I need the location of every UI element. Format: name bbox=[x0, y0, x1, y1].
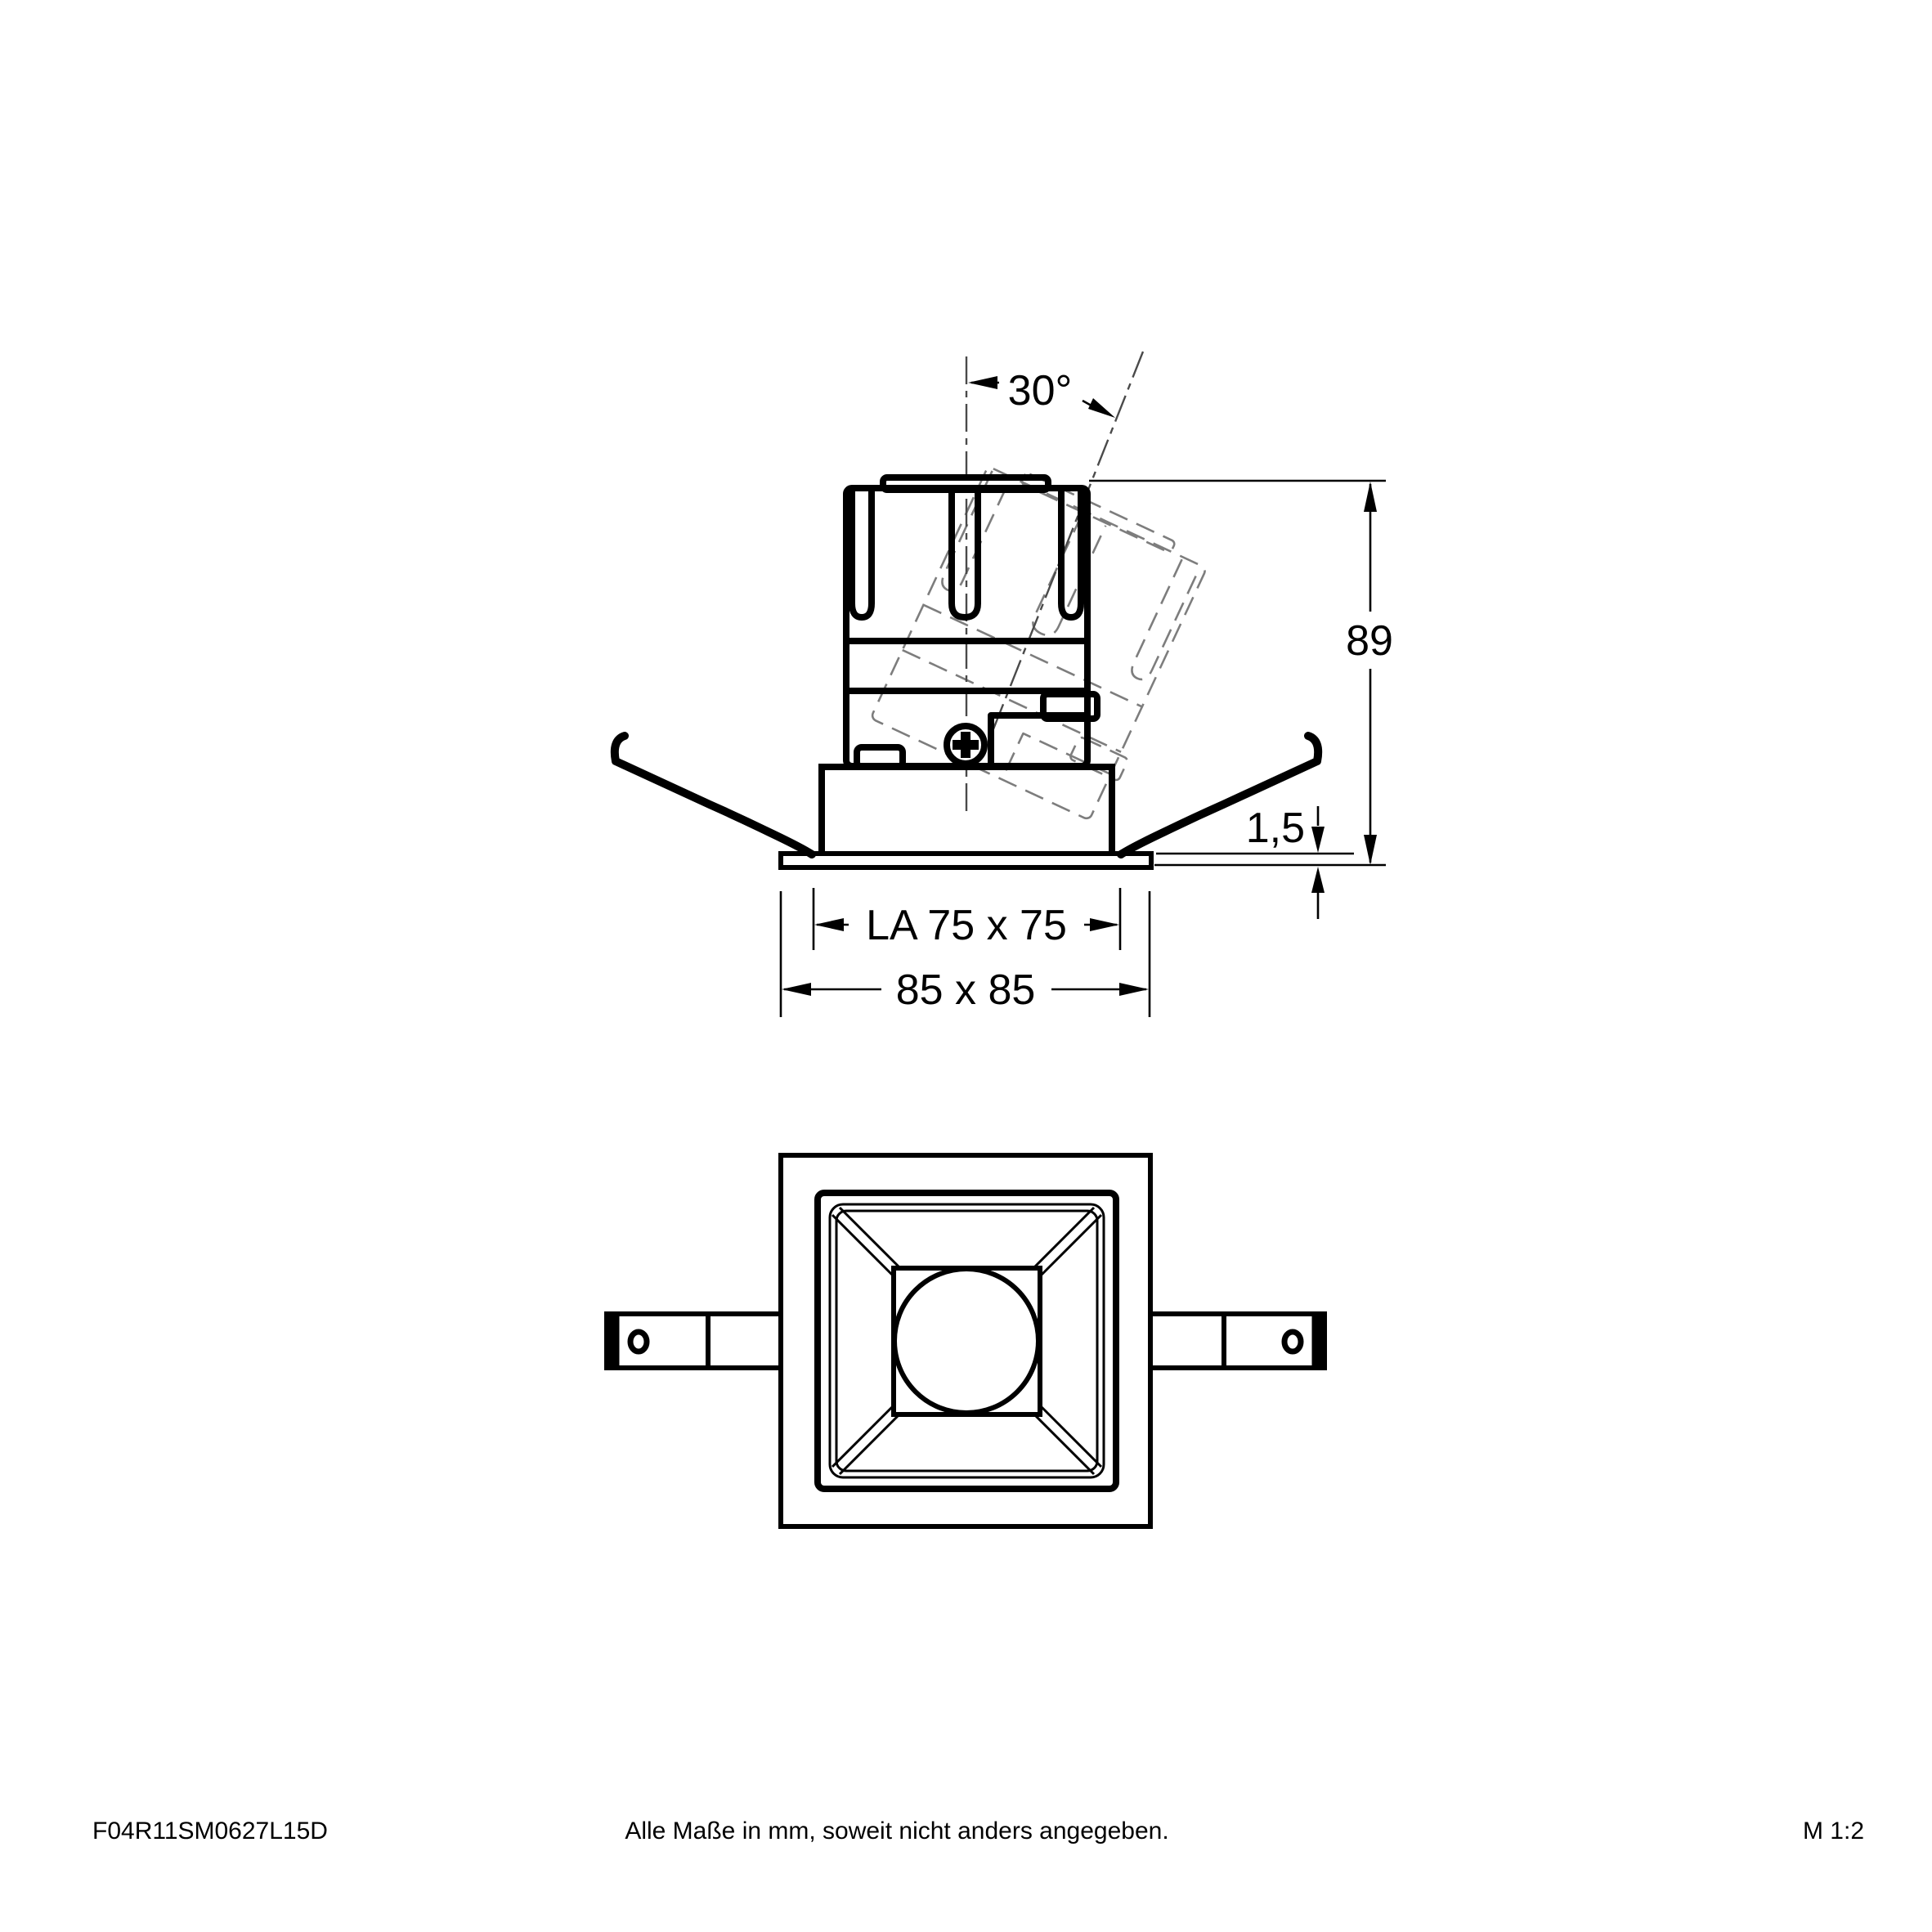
dimension-cutout bbox=[814, 888, 1120, 950]
scale-label: M 1:2 bbox=[1802, 1818, 1864, 1845]
dimensions-note: Alle Maße in mm, soweit nicht anders angegeben. bbox=[625, 1818, 1169, 1845]
plan-view bbox=[607, 1155, 1325, 1526]
arrowhead-right-icon bbox=[1088, 398, 1115, 418]
arrowhead-up-icon bbox=[1311, 867, 1325, 893]
arrowhead-right-icon bbox=[1090, 918, 1119, 931]
lens-circle bbox=[894, 1269, 1038, 1413]
arrowhead-right-icon bbox=[1119, 983, 1149, 996]
bezel-inner-line bbox=[830, 1204, 1104, 1477]
arrowhead-left-icon bbox=[814, 918, 844, 931]
dimension-height bbox=[1089, 481, 1393, 865]
mounting-arm-right bbox=[1150, 1314, 1325, 1368]
article-number: F04R11SM0627L15D bbox=[92, 1818, 328, 1845]
spring-clip-left bbox=[615, 736, 812, 854]
reflector-corner-lines bbox=[832, 1208, 1101, 1474]
mounting-hole-left bbox=[630, 1332, 647, 1352]
mounting-hole-right bbox=[1284, 1332, 1301, 1352]
arrowhead-down-icon bbox=[1311, 827, 1325, 853]
bezel-inner-line bbox=[836, 1211, 1097, 1471]
corner-diagonal bbox=[832, 1407, 899, 1474]
height-label: 89 bbox=[1346, 617, 1393, 665]
side-view bbox=[615, 352, 1393, 1017]
phillips-screw-icon bbox=[947, 726, 984, 764]
housing-tab bbox=[857, 747, 903, 767]
arrowhead-left-icon bbox=[968, 376, 997, 389]
arrowhead-up-icon bbox=[1364, 482, 1377, 512]
tilt-angle-label: 30° bbox=[1007, 367, 1073, 415]
mounting-arm-left bbox=[607, 1314, 781, 1368]
trim-thickness-label: 1,5 bbox=[1245, 805, 1305, 852]
arrowhead-down-icon bbox=[1364, 835, 1377, 865]
footer bbox=[92, 1818, 1864, 1845]
arrowhead-left-icon bbox=[782, 983, 811, 996]
bezel bbox=[818, 1193, 1116, 1489]
lamp-head bbox=[846, 477, 1097, 766]
corner-diagonal bbox=[832, 1208, 899, 1275]
corner-diagonal bbox=[1034, 1208, 1101, 1275]
trim-plate bbox=[781, 854, 1151, 867]
corner-diagonal bbox=[1034, 1407, 1101, 1474]
cutout-label: LA 75 x 75 bbox=[866, 902, 1067, 949]
dimension-tilt-angle bbox=[968, 367, 1115, 418]
overall-label: 85 x 85 bbox=[895, 966, 1036, 1014]
